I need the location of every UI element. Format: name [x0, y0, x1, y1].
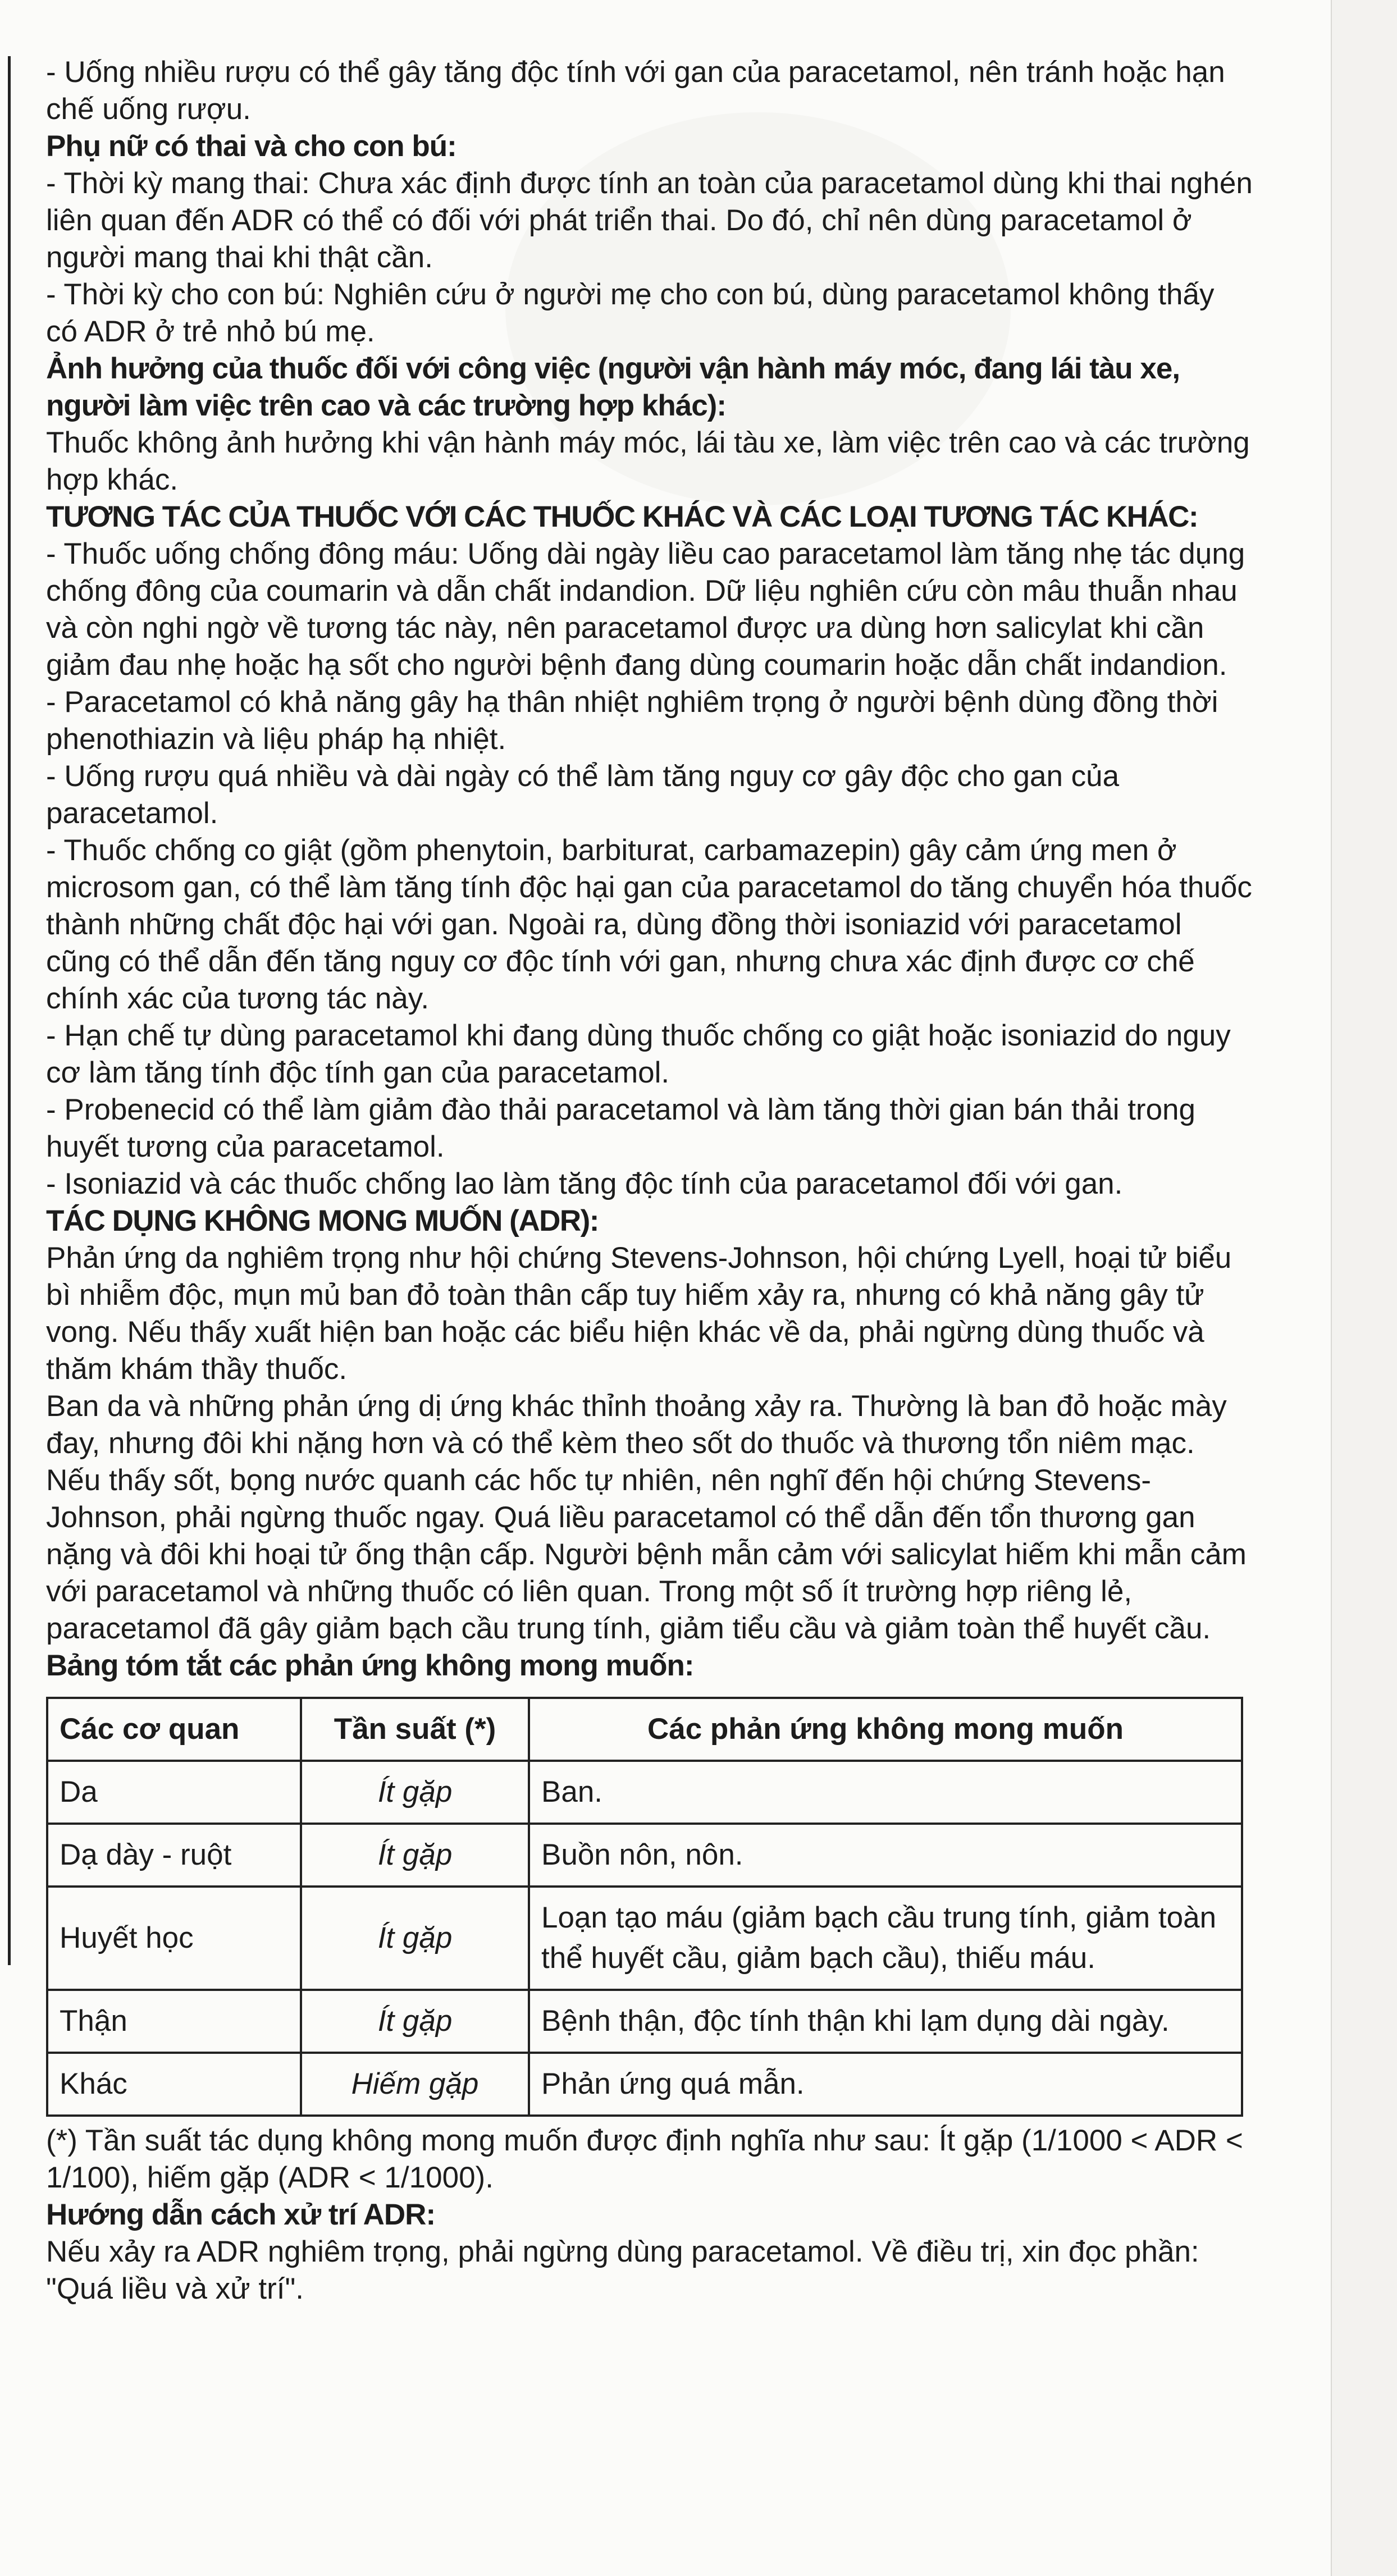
reaction-cell: Ban.: [529, 1761, 1242, 1824]
organ-cell: Da: [47, 1761, 301, 1824]
organ-cell: Thận: [47, 1990, 301, 2053]
interaction-item: - Thuốc uống chống đông máu: Uống dài ngày liều cao paracetamol làm tăng nhẹ tác dụng chống đông của coumarin và dẫn chất indandion. Dữ liệu nghiên cứu còn mâu thuẫn nhau và còn nghi ngờ về tương tác này, nên paracetamol được ưa dùng hơn salicylat khi cần giảm đau nhẹ hoặc hạ sốt cho người bệnh đang dùng coumarin hoặc dẫn chất indandion.: [46, 537, 1245, 682]
reaction-cell: Loạn tạo máu (giảm bạch cầu trung tính, giảm toàn thể huyết cầu, giảm bạch cầu), thiếu máu.: [529, 1887, 1242, 1990]
frequency-cell: Ít gặp: [301, 1887, 529, 1990]
table-row: [47, 2053, 1242, 2116]
frequency-cell: Ít gặp: [301, 1824, 529, 1887]
adr-summary-table: [46, 1697, 1243, 2117]
table-row: [47, 1761, 1242, 1824]
table-row: [47, 1824, 1242, 1887]
adr-table-heading: Bảng tóm tắt các phản ứng không mong muốn:: [46, 1649, 694, 1682]
header-frequency: Tần suất (*): [301, 1698, 529, 1761]
frequency-cell: Ít gặp: [301, 1990, 529, 2053]
pregnancy-text: - Thời kỳ mang thai: Chưa xác định được tính an toàn của paracetamol dùng khi thai nghén liên quan đến ADR có thể có đối với phát triển thai. Do đó, chỉ nên dùng paracetamol ở người mang thai khi thật cần.: [46, 167, 1253, 274]
reaction-cell: Bệnh thận, độc tính thận khi lạm dụng dài ngày.: [529, 1990, 1242, 2053]
adr-heading: TÁC DỤNG KHÔNG MONG MUỐN (ADR):: [46, 1204, 599, 1237]
frequency-footnote: (*) Tần suất tác dụng không mong muốn được định nghĩa như sau: Ít gặp (1/1000 < ADR < 1/100), hiếm gặp (ADR < 1/1000).: [46, 2124, 1243, 2194]
adr-paragraph-2: Ban da và những phản ứng dị ứng khác thỉnh thoảng xảy ra. Thường là ban đỏ hoặc mày đay, nhưng đôi khi nặng hơn và có thể kèm theo sốt do thuốc và thương tổn niêm mạc. Nếu thấy sốt, bọng nước quanh các hốc tự nhiên, nên nghĩ đến hội chứng Stevens-Johnson, phải ngừng thuốc ngay. Quá liều paracetamol có thể dẫn đến tổn thương gan nặng và đôi khi hoại tử ống thận cấp. Người bệnh mẫn cảm với salicylat hiếm khi mẫn cảm với paracetamol và những thuốc có liên quan. Trong một số ít trường hợp riêng lẻ, paracetamol đã gây giảm bạch cầu trung tính, giảm tiểu cầu và giảm toàn thể huyết cầu.: [46, 1390, 1247, 1645]
adr-paragraph-1: Phản ứng da nghiêm trọng như hội chứng Stevens-Johnson, hội chứng Lyell, hoại tử biểu bì nhiễm độc, mụn mủ ban đỏ toàn thân cấp tuy hiếm xảy ra, nhưng có khả năng gây tử vong. Nếu thấy xuất hiện ban hoặc các biểu hiện khác về da, phải ngừng dùng thuốc và thăm khám thầy thuốc.: [46, 1241, 1232, 1386]
adr-guide-text: Nếu xảy ra ADR nghiêm trọng, phải ngừng dùng paracetamol. Về điều trị, xin đọc phần: "Quá liều và xử trí".: [46, 2235, 1199, 2305]
margin-rule: [8, 56, 11, 1965]
interaction-item: - Uống rượu quá nhiều và dài ngày có thể làm tăng nguy cơ gây độc cho gan của paracetamol.: [46, 760, 1120, 830]
header-organ: Các cơ quan: [47, 1698, 301, 1761]
lactation-text: - Thời kỳ cho con bú: Nghiên cứu ở người mẹ cho con bú, dùng paracetamol không thấy có ADR ở trẻ nhỏ bú mẹ.: [46, 278, 1215, 348]
adr-guide-heading: Hướng dẫn cách xử trí ADR:: [46, 2198, 436, 2231]
organ-cell: Dạ dày - ruột: [47, 1824, 301, 1887]
leaflet-content: [46, 54, 1253, 2308]
reaction-cell: Buồn nôn, nôn.: [529, 1824, 1242, 1887]
organ-cell: Huyết học: [47, 1887, 301, 1990]
table-row: [47, 1887, 1242, 1990]
interactions-heading: TƯƠNG TÁC CỦA THUỐC VỚI CÁC THUỐC KHÁC VÀ CÁC LOẠI TƯƠNG TÁC KHÁC:: [46, 500, 1198, 533]
driving-text: Thuốc không ảnh hưởng khi vận hành máy móc, lái tàu xe, làm việc trên cao và các trường hợp khác.: [46, 426, 1250, 496]
organ-cell: Khác: [47, 2053, 301, 2116]
interaction-item: - Thuốc chống co giật (gồm phenytoin, barbiturat, carbamazepin) gây cảm ứng men ở microsom gan, có thể làm tăng tính độc hại gan của paracetamol do tăng chuyển hóa thuốc thành những chất độc hại với gan. Ngoài ra, dùng đồng thời isoniazid với paracetamol cũng có thể dẫn đến tăng nguy cơ độc tính với gan, nhưng chưa xác định được cơ chế chính xác của tương tác này.: [46, 834, 1252, 1015]
table-row: [47, 1990, 1242, 2053]
frequency-cell: Hiếm gặp: [301, 2053, 529, 2116]
interaction-item: - Paracetamol có khả năng gây hạ thân nhiệt nghiêm trọng ở người bệnh dùng đồng thời phenothiazin và liệu pháp hạ nhiệt.: [46, 686, 1218, 756]
interaction-item: - Probenecid có thể làm giảm đào thải paracetamol và làm tăng thời gian bán thải trong huyết tương của paracetamol.: [46, 1093, 1195, 1163]
alcohol-note: - Uống nhiều rượu có thể gây tăng độc tính với gan của paracetamol, nên tránh hoặc hạn chế uống rượu.: [46, 56, 1225, 126]
table-header-row: [47, 1698, 1242, 1761]
reaction-cell: Phản ứng quá mẫn.: [529, 2053, 1242, 2116]
interaction-item: - Hạn chế tự dùng paracetamol khi đang dùng thuốc chống co giật hoặc isoniazid do nguy cơ làm tăng tính độc tính gan của paracetamol.: [46, 1019, 1231, 1089]
interaction-item: - Isoniazid và các thuốc chống lao làm tăng độc tính của paracetamol đối với gan.: [46, 1167, 1123, 1200]
frequency-cell: Ít gặp: [301, 1761, 529, 1824]
driving-heading: Ảnh hưởng của thuốc đối với công việc (người vận hành máy móc, đang lái tàu xe, người làm việc trên cao và các trường hợp khác):: [46, 352, 1180, 422]
header-reactions: Các phản ứng không mong muốn: [529, 1698, 1242, 1761]
pregnancy-heading: Phụ nữ có thai và cho con bú:: [46, 130, 456, 163]
